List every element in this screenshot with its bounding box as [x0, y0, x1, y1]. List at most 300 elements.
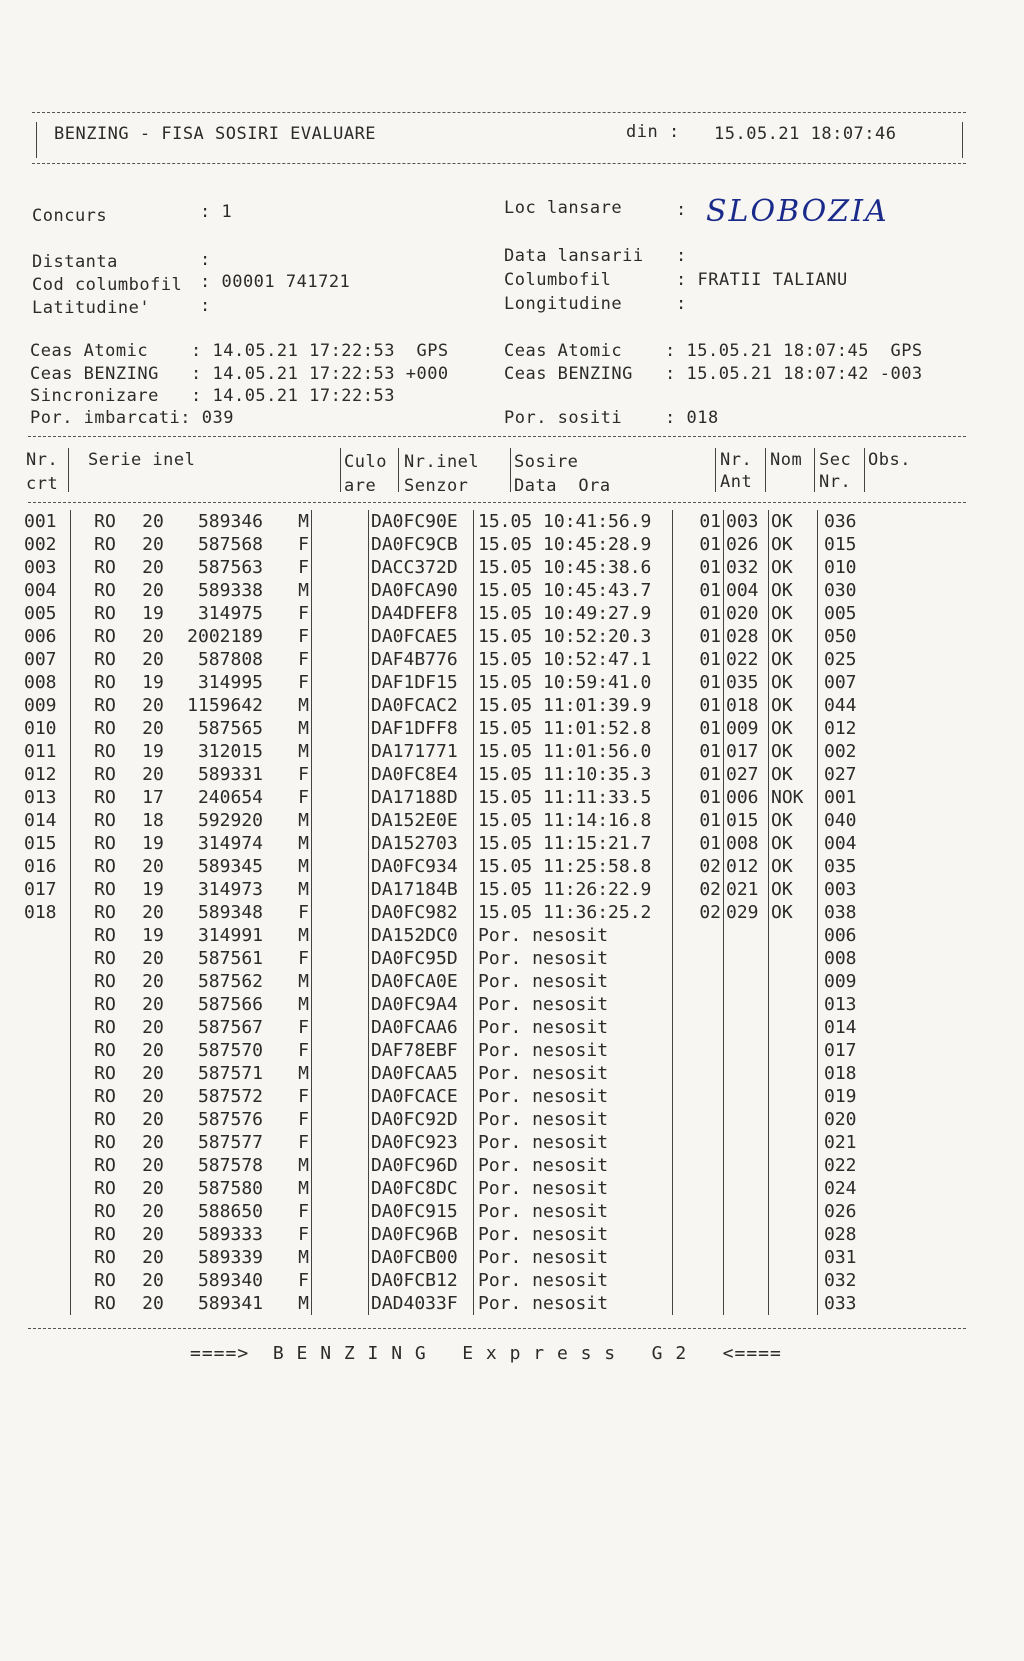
row-nr [22, 924, 71, 947]
row-obs: 036 [818, 510, 917, 533]
row-sec [769, 1200, 818, 1223]
row-nom [724, 1269, 769, 1292]
row-nr-ant [673, 1223, 724, 1246]
row-country: RO [94, 810, 116, 831]
row-divider [71, 1131, 80, 1154]
row-culoare [312, 1062, 369, 1085]
row-culoare [312, 1016, 369, 1039]
row-serie: 2002189 [187, 626, 263, 647]
row-sec: OK [769, 832, 818, 855]
row-sex: M [298, 580, 309, 601]
row-nr [22, 1177, 71, 1200]
row-country: RO [94, 1247, 116, 1268]
row-senzor: DA0FCAA6 [369, 1016, 474, 1039]
row-culoare [312, 901, 369, 924]
col-divider [864, 448, 865, 492]
table-row [22, 1154, 916, 1177]
row-nr-ant [673, 1292, 724, 1315]
row-culoare [312, 1154, 369, 1177]
row-serie: 587565 [197, 718, 263, 739]
row-sex: M [298, 1178, 309, 1199]
row-nr-ant [673, 1039, 724, 1062]
table-row [22, 717, 916, 740]
row-nr-ant: 01 [673, 832, 724, 855]
row-nr: 003 [24, 557, 57, 578]
row-sosire: Por. nesosit [474, 947, 673, 970]
row-nr-ant [673, 924, 724, 947]
row-nr-ant [673, 1177, 724, 1200]
row-nom: 004 [724, 579, 769, 602]
row-senzor: DA0FC92D [369, 1108, 474, 1131]
row-nom: 026 [724, 533, 769, 556]
row-culoare [312, 556, 369, 579]
row-divider [71, 901, 80, 924]
row-sex: M [298, 856, 309, 877]
row-serie: 587577 [197, 1132, 263, 1153]
row-nr [22, 1292, 71, 1315]
row-culoare [312, 717, 369, 740]
row-year: 20 [142, 1293, 164, 1314]
row-sec [769, 1039, 818, 1062]
row-senzor: DA152DC0 [369, 924, 474, 947]
row-nom: 022 [724, 648, 769, 671]
row-divider [71, 579, 80, 602]
row-nr [22, 1108, 71, 1131]
row-sec: OK [769, 901, 818, 924]
col-divider [715, 448, 716, 492]
row-nr [22, 1039, 71, 1062]
row-serie: 587561 [197, 948, 263, 969]
row-year: 17 [142, 787, 164, 808]
row-serie: 587567 [197, 1017, 263, 1038]
col-obs: Obs. [868, 450, 911, 470]
row-culoare [312, 625, 369, 648]
row-sosire: 15.05 10:52:20.3 [474, 625, 673, 648]
row-nom [724, 1292, 769, 1315]
row-nr: 009 [24, 695, 57, 716]
table-row [22, 763, 916, 786]
row-culoare [312, 993, 369, 1016]
col-nr-ant: Nr. [720, 450, 753, 470]
row-country: RO [94, 787, 116, 808]
row-sosire: 15.05 11:15:21.7 [474, 832, 673, 855]
col-divider [340, 448, 341, 492]
row-sex: F [298, 1040, 309, 1061]
row-senzor: DA152E0E [369, 809, 474, 832]
table-row [22, 1062, 916, 1085]
row-country: RO [94, 1040, 116, 1061]
row-obs: 014 [818, 1016, 917, 1039]
row-sec [769, 1269, 818, 1292]
row-culoare [312, 602, 369, 625]
row-nom: 006 [724, 786, 769, 809]
row-sec [769, 1223, 818, 1246]
row-sosire: 15.05 11:26:22.9 [474, 878, 673, 901]
row-divider [71, 924, 80, 947]
row-sec: OK [769, 878, 818, 901]
row-nr-ant [673, 1200, 724, 1223]
row-sex: F [298, 1017, 309, 1038]
row-obs: 050 [818, 625, 917, 648]
row-divider [71, 1062, 80, 1085]
col-culoare-2: are [344, 476, 377, 496]
row-country: RO [94, 856, 116, 877]
table-row [22, 1131, 916, 1154]
row-nr-ant [673, 993, 724, 1016]
row-year: 20 [142, 1109, 164, 1130]
row-senzor: DA17188D [369, 786, 474, 809]
row-nr-ant: 01 [673, 602, 724, 625]
row-nr [22, 1131, 71, 1154]
row-nr-ant [673, 1062, 724, 1085]
row-nr-ant [673, 1016, 724, 1039]
row-sex: M [298, 718, 309, 739]
row-senzor: DA0FCAE5 [369, 625, 474, 648]
row-nr-ant: 01 [673, 648, 724, 671]
row-senzor: DA0FCA0E [369, 970, 474, 993]
row-obs: 021 [818, 1131, 917, 1154]
row-nr-ant [673, 947, 724, 970]
col-senzor: Senzor [404, 476, 469, 496]
row-nom: 028 [724, 625, 769, 648]
col-nr-crt-2: crt [26, 474, 59, 494]
row-divider [71, 556, 80, 579]
row-senzor: DAF1DF15 [369, 671, 474, 694]
table-row [22, 671, 916, 694]
row-sosire: Por. nesosit [474, 1154, 673, 1177]
row-year: 20 [142, 626, 164, 647]
row-country: RO [94, 1293, 116, 1314]
row-year: 20 [142, 1178, 164, 1199]
row-sec: OK [769, 625, 818, 648]
row-senzor: DA0FCAA5 [369, 1062, 474, 1085]
row-year: 20 [142, 1155, 164, 1176]
row-divider [71, 1154, 80, 1177]
row-serie: 592920 [197, 810, 263, 831]
row-divider [71, 1223, 80, 1246]
report-title: BENZING - FISA SOSIRI EVALUARE [54, 124, 377, 144]
row-obs: 027 [818, 763, 917, 786]
row-serie: 1159642 [187, 695, 263, 716]
row-divider [71, 648, 80, 671]
row-sec: OK [769, 694, 818, 717]
ceas-atomic-end: Ceas Atomic : 15.05.21 18:07:45 GPS [504, 341, 923, 361]
row-serie: 312015 [197, 741, 263, 762]
row-year: 19 [142, 833, 164, 854]
row-country: RO [94, 741, 116, 762]
row-nom: 012 [724, 855, 769, 878]
col-nom: Nom [770, 450, 803, 470]
row-divider [71, 1200, 80, 1223]
row-nom [724, 1131, 769, 1154]
col-divider [510, 448, 511, 492]
row-year: 18 [142, 810, 164, 831]
header-bottom-rule [32, 163, 966, 164]
row-serie: 314991 [197, 925, 263, 946]
row-obs: 001 [818, 786, 917, 809]
row-nr-ant: 02 [673, 901, 724, 924]
row-culoare [312, 671, 369, 694]
row-culoare [312, 924, 369, 947]
row-year: 19 [142, 603, 164, 624]
row-country: RO [94, 994, 116, 1015]
row-divider [71, 602, 80, 625]
data-lansarii-label: Data lansarii [504, 246, 644, 266]
row-senzor: DA0FC9A4 [369, 993, 474, 1016]
row-sosire: 15.05 10:45:38.6 [474, 556, 673, 579]
row-divider [71, 763, 80, 786]
row-sec: OK [769, 556, 818, 579]
table-row [22, 1292, 916, 1315]
row-nr: 017 [24, 879, 57, 900]
row-senzor: DA0FC8E4 [369, 763, 474, 786]
row-sosire: Por. nesosit [474, 924, 673, 947]
row-serie: 240654 [197, 787, 263, 808]
row-obs: 013 [818, 993, 917, 1016]
sosiri-table-body [22, 510, 916, 1315]
din-label: din : [626, 122, 680, 142]
row-country: RO [94, 1224, 116, 1245]
row-nr-ant: 01 [673, 533, 724, 556]
col-culoare: Culo [344, 452, 387, 472]
loc-lansare-handwritten: SLOBOZIA [706, 194, 889, 229]
row-culoare [312, 648, 369, 671]
row-divider [71, 1039, 80, 1062]
row-sec: OK [769, 855, 818, 878]
table-row [22, 1085, 916, 1108]
row-nr: 014 [24, 810, 57, 831]
row-sosire: Por. nesosit [474, 1108, 673, 1131]
row-serie: 589341 [197, 1293, 263, 1314]
row-country: RO [94, 1086, 116, 1107]
row-senzor: DAF1DFF8 [369, 717, 474, 740]
loc-lansare-colon: : [676, 200, 687, 220]
row-sec: NOK [769, 786, 818, 809]
table-row [22, 1108, 916, 1131]
row-nom [724, 993, 769, 1016]
row-sex: M [298, 971, 309, 992]
col-divider [765, 448, 766, 492]
row-divider [71, 671, 80, 694]
row-sex: F [298, 787, 309, 808]
row-country: RO [94, 1155, 116, 1176]
table-row [22, 1246, 916, 1269]
col-divider [814, 448, 815, 492]
row-senzor: DA0FC96B [369, 1223, 474, 1246]
col-nr-inel: Nr.inel [404, 452, 480, 472]
row-nr [22, 993, 71, 1016]
row-nom: 029 [724, 901, 769, 924]
row-serie: 589348 [197, 902, 263, 923]
longitudine-value: : [676, 294, 687, 314]
row-serie: 314975 [197, 603, 263, 624]
col-serie-inel: Serie inel [88, 450, 196, 470]
row-year: 20 [142, 1063, 164, 1084]
row-sec [769, 1131, 818, 1154]
row-serie: 587563 [197, 557, 263, 578]
row-nr-ant: 01 [673, 809, 724, 832]
row-serie: 314974 [197, 833, 263, 854]
row-year: 20 [142, 764, 164, 785]
row-culoare [312, 1085, 369, 1108]
row-obs: 007 [818, 671, 917, 694]
row-divider [71, 1108, 80, 1131]
row-year: 20 [142, 649, 164, 670]
row-nr-ant: 01 [673, 717, 724, 740]
row-divider [71, 993, 80, 1016]
row-sec [769, 1016, 818, 1039]
row-obs: 005 [818, 602, 917, 625]
col-sec: Sec [819, 450, 852, 470]
row-culoare [312, 1200, 369, 1223]
table-row [22, 809, 916, 832]
row-obs: 006 [818, 924, 917, 947]
table-row [22, 1200, 916, 1223]
row-nr [22, 1062, 71, 1085]
table-row [22, 1016, 916, 1039]
row-divider [71, 1292, 80, 1315]
row-divider [71, 855, 80, 878]
table-row [22, 878, 916, 901]
row-sex: M [298, 1247, 309, 1268]
row-country: RO [94, 925, 116, 946]
row-senzor: DA0FCA90 [369, 579, 474, 602]
row-culoare [312, 878, 369, 901]
row-nr-ant [673, 1108, 724, 1131]
row-sosire: 15.05 11:01:52.8 [474, 717, 673, 740]
row-sosire: 15.05 11:25:58.8 [474, 855, 673, 878]
col-nr-crt: Nr. [26, 450, 59, 470]
row-divider [71, 533, 80, 556]
row-divider [71, 625, 80, 648]
row-nr [22, 1223, 71, 1246]
row-senzor: DAF4B776 [369, 648, 474, 671]
row-sec: OK [769, 579, 818, 602]
row-culoare [312, 1269, 369, 1292]
row-country: RO [94, 948, 116, 969]
row-obs: 019 [818, 1085, 917, 1108]
row-year: 20 [142, 580, 164, 601]
row-country: RO [94, 971, 116, 992]
row-nom [724, 1085, 769, 1108]
row-serie: 587562 [197, 971, 263, 992]
row-divider [71, 1085, 80, 1108]
row-nr-ant [673, 1085, 724, 1108]
table-row [22, 924, 916, 947]
row-senzor: DA17184B [369, 878, 474, 901]
columbofil-label: Columbofil [504, 270, 612, 290]
row-nom: 018 [724, 694, 769, 717]
longitudine-label: Longitudine [504, 294, 623, 314]
row-sec [769, 1246, 818, 1269]
row-sosire: Por. nesosit [474, 993, 673, 1016]
row-serie: 587578 [197, 1155, 263, 1176]
row-culoare [312, 510, 369, 533]
table-row [22, 625, 916, 648]
row-sec: OK [769, 648, 818, 671]
row-nr-ant [673, 1246, 724, 1269]
row-sex: F [298, 534, 309, 555]
row-sex: F [298, 902, 309, 923]
row-nom: 003 [724, 510, 769, 533]
row-nr: 010 [24, 718, 57, 739]
row-country: RO [94, 649, 116, 670]
row-serie: 589339 [197, 1247, 263, 1268]
row-year: 19 [142, 879, 164, 900]
row-senzor: DA0FC982 [369, 901, 474, 924]
row-sosire: 15.05 10:45:28.9 [474, 533, 673, 556]
row-sosire: Por. nesosit [474, 1269, 673, 1292]
row-serie: 587580 [197, 1178, 263, 1199]
row-serie: 314995 [197, 672, 263, 693]
row-divider [71, 970, 80, 993]
row-sex: M [298, 994, 309, 1015]
row-sec: OK [769, 809, 818, 832]
row-nr: 015 [24, 833, 57, 854]
row-obs: 020 [818, 1108, 917, 1131]
row-country: RO [94, 557, 116, 578]
row-country: RO [94, 695, 116, 716]
row-senzor: DA0FCB00 [369, 1246, 474, 1269]
row-country: RO [94, 879, 116, 900]
table-row [22, 832, 916, 855]
row-nr-ant [673, 970, 724, 993]
row-obs: 018 [818, 1062, 917, 1085]
row-year: 20 [142, 1132, 164, 1153]
row-country: RO [94, 626, 116, 647]
footer-brand: ====> B E N Z I N G E x p r e s s G 2 <==== [190, 1343, 782, 1364]
row-year: 20 [142, 534, 164, 555]
row-obs: 004 [818, 832, 917, 855]
row-serie: 587571 [197, 1063, 263, 1084]
row-nom: 008 [724, 832, 769, 855]
row-year: 20 [142, 1086, 164, 1107]
row-nom: 009 [724, 717, 769, 740]
concurs-label: Concurs [32, 206, 108, 226]
row-sec [769, 1108, 818, 1131]
row-senzor: DA0FCAC2 [369, 694, 474, 717]
row-year: 19 [142, 925, 164, 946]
row-nr [22, 1269, 71, 1292]
row-sex: M [298, 925, 309, 946]
row-nr-ant: 01 [673, 740, 724, 763]
row-sex: M [298, 833, 309, 854]
row-serie: 588650 [197, 1201, 263, 1222]
distanta-value: : [200, 250, 211, 270]
row-divider [71, 510, 80, 533]
row-nr-ant [673, 1131, 724, 1154]
header-left-bar [36, 122, 37, 158]
table-row [22, 533, 916, 556]
columbofil-value: : FRATII TALIANU [676, 270, 848, 290]
row-culoare [312, 970, 369, 993]
table-row [22, 556, 916, 579]
row-obs: 002 [818, 740, 917, 763]
table-row [22, 648, 916, 671]
row-serie: 589345 [197, 856, 263, 877]
row-year: 20 [142, 1270, 164, 1291]
row-divider [71, 1269, 80, 1292]
row-sex: F [298, 557, 309, 578]
row-divider [71, 947, 80, 970]
row-nr [22, 947, 71, 970]
din-value: 15.05.21 18:07:46 [714, 124, 897, 144]
row-obs: 032 [818, 1269, 917, 1292]
row-country: RO [94, 1063, 116, 1084]
data-lansarii-value: : [676, 246, 687, 266]
row-senzor: DAF78EBF [369, 1039, 474, 1062]
row-sosire: Por. nesosit [474, 1062, 673, 1085]
